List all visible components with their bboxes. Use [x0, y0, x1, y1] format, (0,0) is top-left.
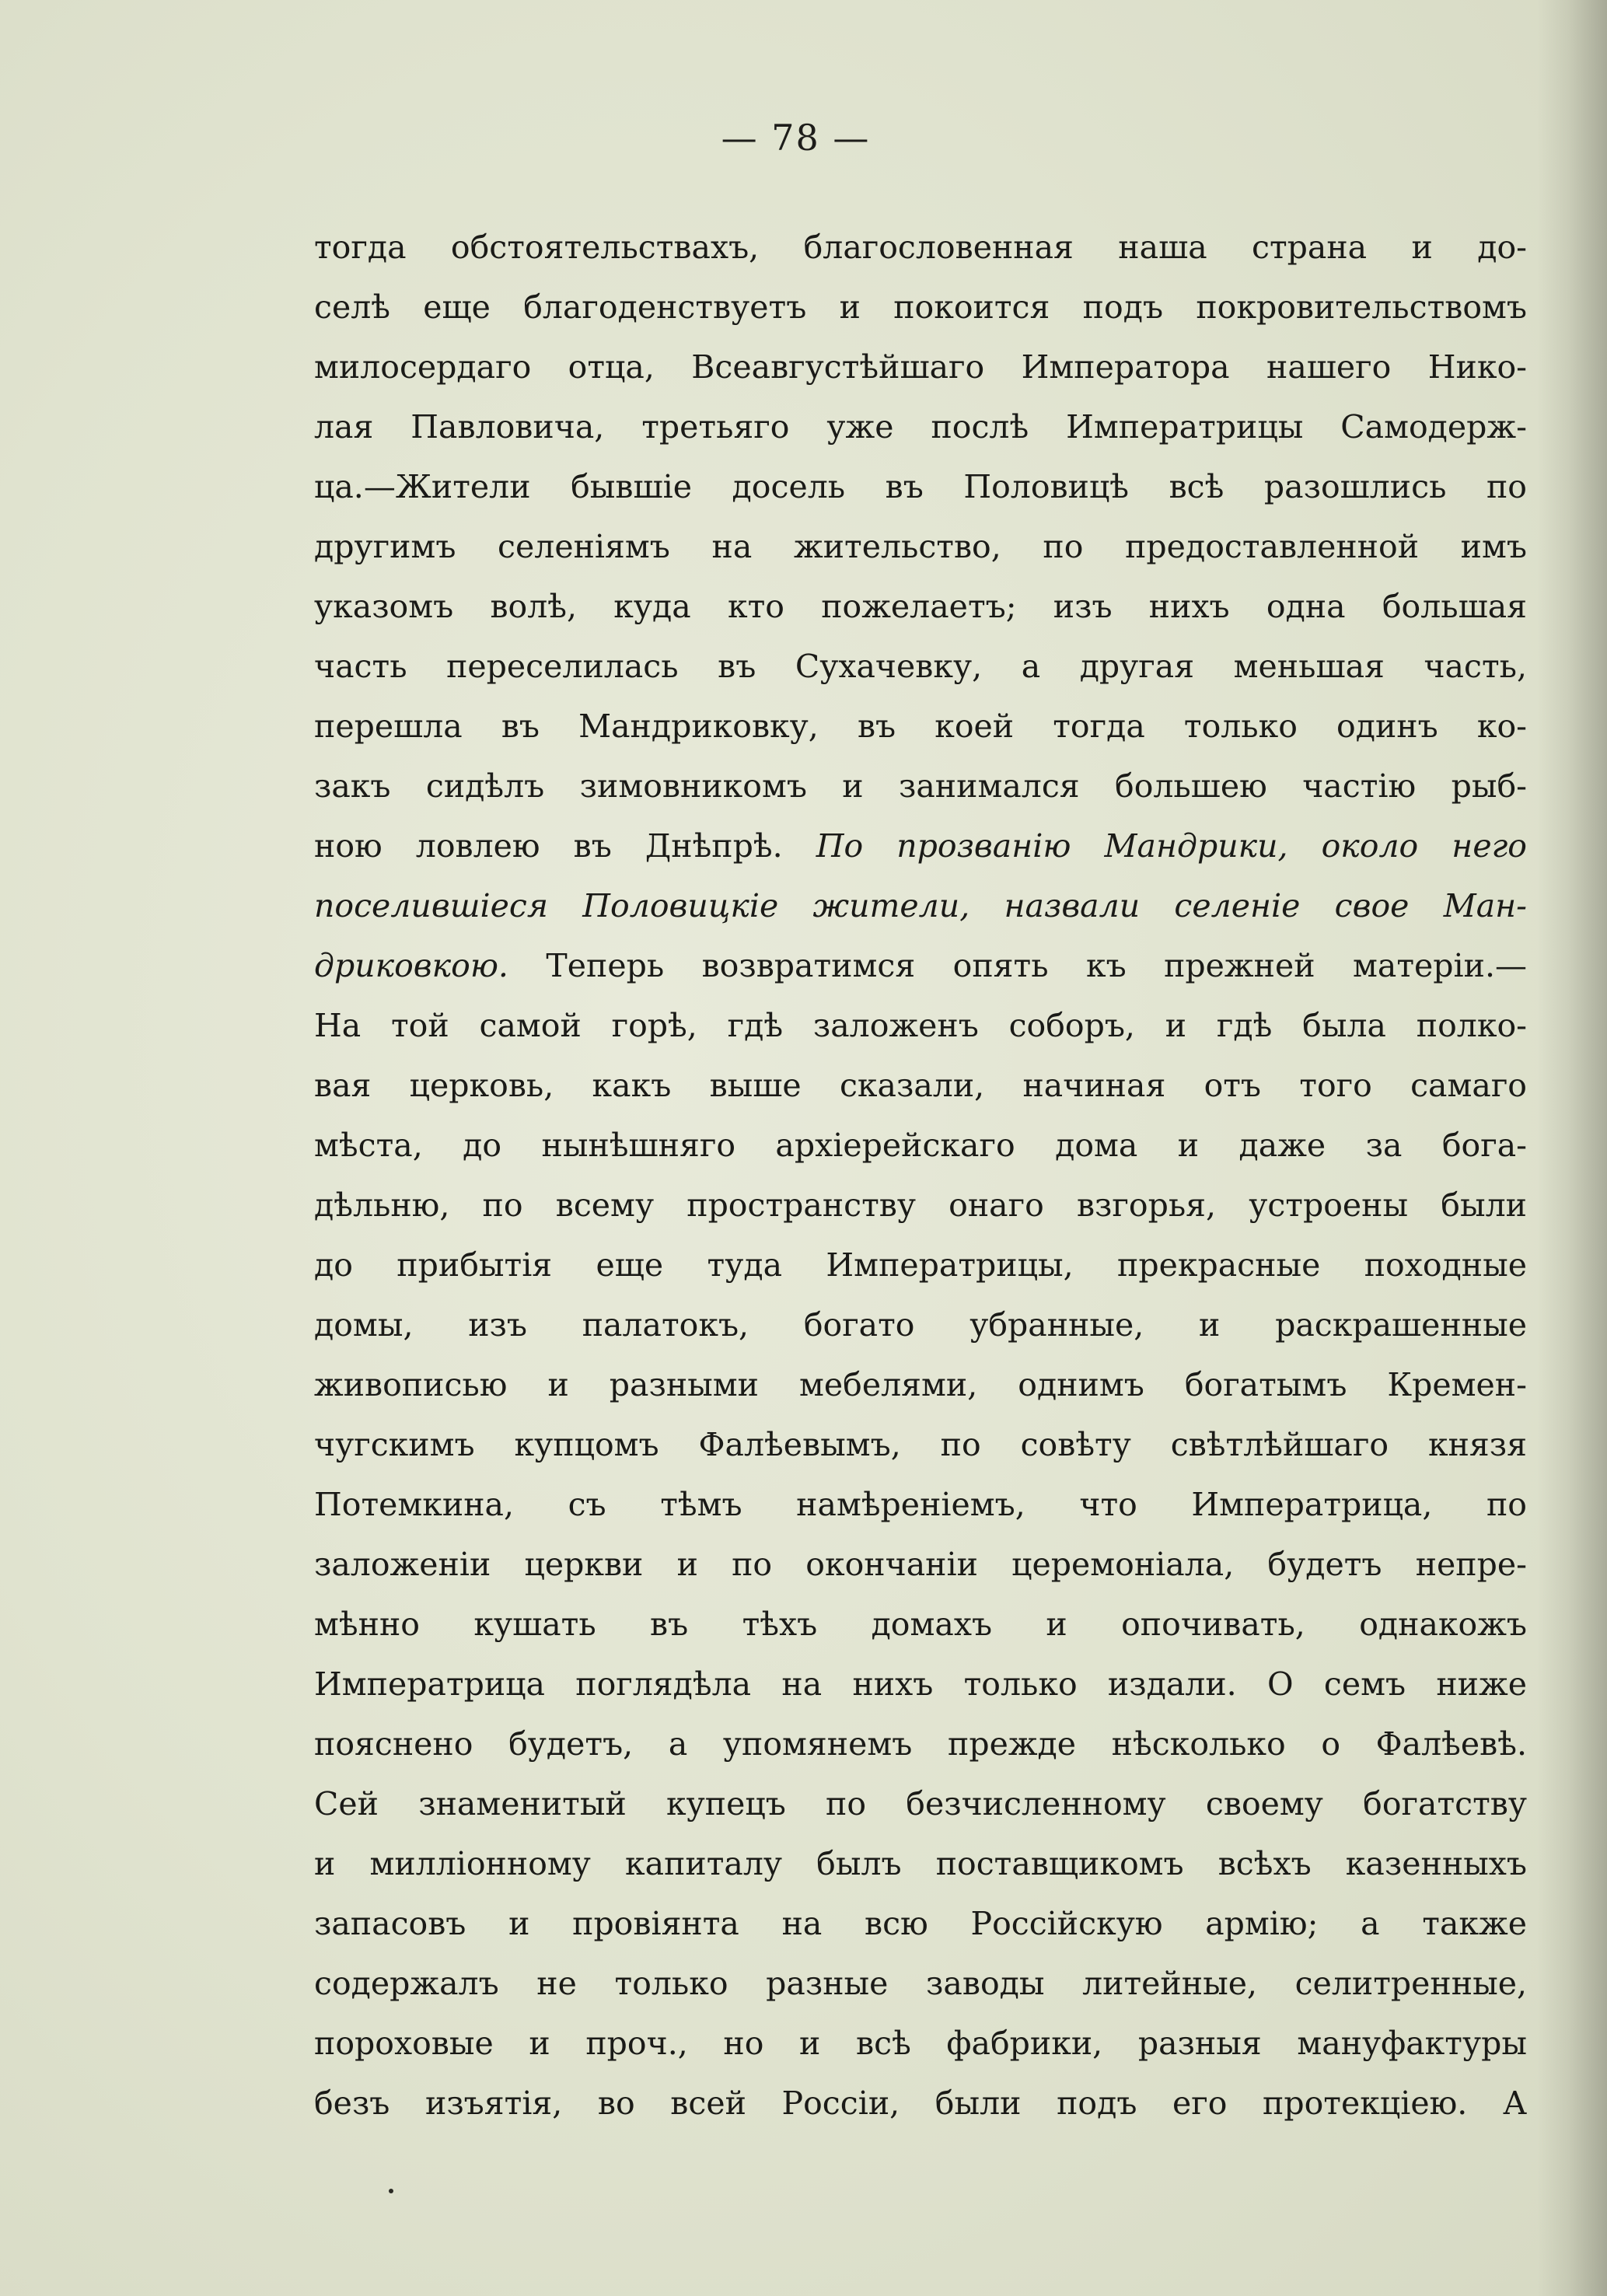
- text-line: [314, 1774, 1527, 1834]
- text-segment: содержалъ не только разные заводы литейные, селитренные,: [314, 1965, 1527, 2002]
- text-line: [314, 278, 1527, 337]
- text-line: [314, 1235, 1527, 1295]
- text-line: [314, 577, 1527, 637]
- text-line: [314, 816, 1527, 876]
- text-line: [314, 337, 1527, 397]
- text-segment: На той самой горѣ, гдѣ заложенъ соборъ, и гдѣ была полко-: [314, 1007, 1527, 1044]
- text-line: [314, 1954, 1527, 2014]
- text-line: [314, 218, 1527, 278]
- text-segment: Сей знаменитый купецъ по безчисленному своему богатству: [314, 1785, 1527, 1822]
- text-line: [314, 637, 1527, 697]
- text-segment: ца.—Жители бывшіе досель въ Половицѣ всѣ разошлись по: [314, 468, 1527, 505]
- text-segment: пояснено будетъ, а упомянемъ прежде нѣсколько о Фалѣевѣ.: [314, 1725, 1527, 1763]
- text-segment: другимъ селеніямъ на жительство, по предоставленной имъ: [314, 528, 1527, 565]
- text-line: [314, 1415, 1527, 1475]
- text-line: [314, 517, 1527, 577]
- text-segment: закъ сидѣлъ зимовникомъ и занимался большею частію рыб-: [314, 767, 1527, 805]
- text-segment: чугскимъ купцомъ Фалѣевымъ, по совѣту свѣтлѣйшаго князя: [314, 1426, 1527, 1463]
- text-line: [314, 757, 1527, 816]
- text-segment: пороховые и проч., но и всѣ фабрики, разныя мануфактуры: [314, 2025, 1527, 2062]
- text-segment: и милліонному капиталу былъ поставщикомъ всѣхъ казенныхъ: [314, 1845, 1527, 1882]
- text-segment: безъ изъятія, во всей Россіи, были подъ его протекціею. А: [314, 2085, 1527, 2122]
- text-line: [314, 697, 1527, 757]
- italic-segment: По прозванію Мандрики, около него: [816, 827, 1527, 865]
- text-line: [314, 1535, 1527, 1595]
- text-segment: дѣльню, по всему пространству онаго взгорья, устроены были: [314, 1186, 1527, 1224]
- text-segment: мѣста, до нынѣшняго архіерейскаго дома и даже за бога-: [314, 1127, 1527, 1164]
- text-segment: тогда обстоятельствахъ, благословенная наша страна и до-: [314, 229, 1527, 266]
- text-line: [314, 936, 1527, 996]
- text-segment: часть переселилась въ Сухачевку, а другая меньшая часть,: [314, 648, 1527, 685]
- text-line: [314, 1714, 1527, 1774]
- text-line: [314, 1116, 1527, 1176]
- text-segment: лая Павловича, третьяго уже послѣ Императрицы Самодерж-: [314, 408, 1527, 446]
- text-segment: запасовъ и провіянта на всю Россійскую армію; а также: [314, 1905, 1527, 1942]
- ink-speck: [389, 2189, 393, 2193]
- text-segment: селѣ еще благоденствуетъ и покоится подъ покровительствомъ: [314, 288, 1527, 326]
- text-segment: Теперь возвратимся опять къ прежней матеріи.—: [508, 947, 1527, 984]
- text-line: [314, 1834, 1527, 1894]
- page-number: — 78 —: [721, 117, 871, 159]
- text-segment: мѣнно кушать въ тѣхъ домахъ и опочивать, однакожъ: [314, 1606, 1527, 1643]
- spine-shadow: [1537, 0, 1607, 2296]
- text-segment: заложеніи церкви и по окончаніи церемоніала, будетъ непре-: [314, 1546, 1527, 1583]
- text-segment: Императрица поглядѣла на нихъ только издали. О семъ ниже: [314, 1665, 1527, 1703]
- text-segment: милосердаго отца, Всеавгустѣйшаго Императора нашего Нико-: [314, 348, 1527, 386]
- text-line: [314, 1475, 1527, 1535]
- text-line: [314, 1595, 1527, 1655]
- text-line: [314, 2074, 1527, 2133]
- text-segment: указомъ волѣ, куда кто пожелаетъ; изъ нихъ одна большая: [314, 588, 1527, 625]
- text-segment: перешла въ Мандриковку, въ коей тогда только одинъ ко-: [314, 708, 1527, 745]
- text-segment: вая церковь, какъ выше сказали, начиная отъ того самаго: [314, 1067, 1527, 1104]
- text-line: [314, 1655, 1527, 1714]
- text-line: [314, 2014, 1527, 2074]
- text-segment: до прибытія еще туда Императрицы, прекрасные походные: [314, 1246, 1527, 1284]
- text-line: [314, 996, 1527, 1056]
- italic-segment: поселившіеся Половицкіе жители, назвали селеніе свое Ман-: [314, 887, 1527, 924]
- text-segment: Потемкина, съ тѣмъ намѣреніемъ, что Императрица, по: [314, 1486, 1527, 1523]
- text-line: [314, 1355, 1527, 1415]
- text-line: [314, 876, 1527, 936]
- text-line: [314, 1176, 1527, 1235]
- text-line: [314, 1295, 1527, 1355]
- text-segment: живописью и разными мебелями, однимъ богатымъ Кремен-: [314, 1366, 1527, 1403]
- italic-segment: дриковкою.: [314, 947, 508, 984]
- text-line: [314, 1894, 1527, 1954]
- body-text: [314, 218, 1527, 2133]
- text-line: [314, 457, 1527, 517]
- text-line: [314, 397, 1527, 457]
- text-segment: ною ловлею въ Днѣпрѣ.: [314, 827, 816, 865]
- text-segment: домы, изъ палатокъ, богато убранные, и раскрашенные: [314, 1306, 1527, 1344]
- text-line: [314, 1056, 1527, 1116]
